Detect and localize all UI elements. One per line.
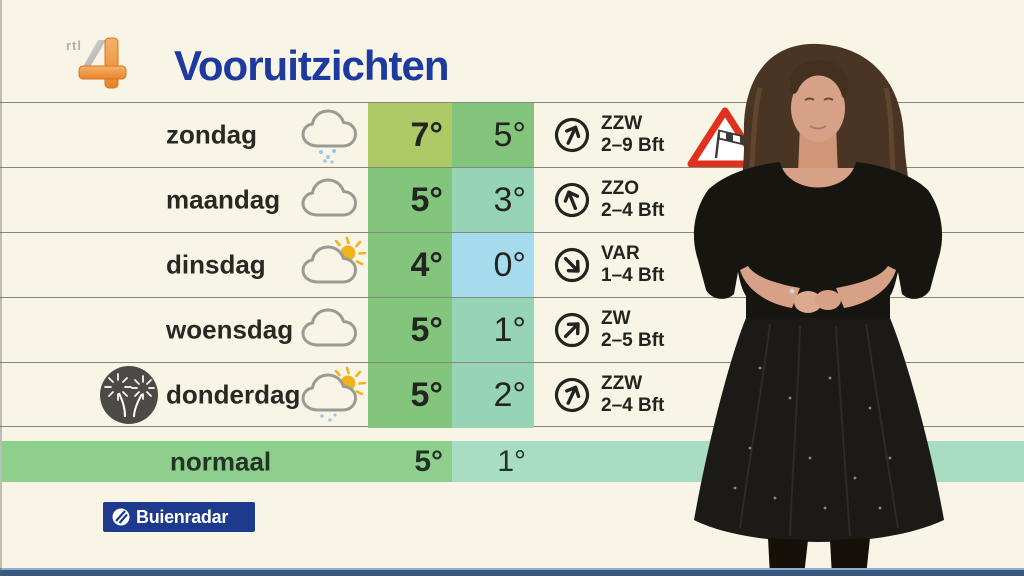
fireworks-icon <box>98 364 160 426</box>
bottom-bar <box>0 568 1024 576</box>
day-label: donderdag <box>166 379 301 409</box>
wind-direction: ZZW <box>601 372 643 394</box>
min-temp-cell: 0° <box>452 233 534 298</box>
wind-force: 2–4 Bft <box>601 394 665 416</box>
wind-direction: VAR <box>601 243 640 264</box>
day-label: zondag <box>166 119 257 150</box>
weather-presenter <box>640 28 960 576</box>
cloud-icon <box>294 171 368 229</box>
buienradar-logo <box>103 502 255 532</box>
wind-force: 2–4 Bft <box>601 200 665 221</box>
buienradar-logo-text: Buienradar <box>136 506 229 527</box>
max-temp-cell: 5° <box>368 363 452 428</box>
sun-cloud-icon <box>294 236 368 294</box>
min-temp-cell: 3° <box>452 168 534 233</box>
wind-direction: ZW <box>601 308 631 329</box>
rtl-logo-text: rtl <box>66 38 82 53</box>
rain-cloud-icon <box>294 106 368 164</box>
sun-cloud-drizzle-icon <box>294 366 368 424</box>
page-title: Vooruitzichten <box>174 42 449 89</box>
wind-direction: ZZW <box>601 113 643 134</box>
wind-direction-arrow-icon <box>545 238 599 292</box>
min-temp-cell: 1° <box>452 298 534 363</box>
max-temp-cell: 5° <box>368 168 452 233</box>
day-label: dinsdag <box>166 249 266 280</box>
max-temp-cell: 5° <box>368 298 452 363</box>
normal-min-temp: 1° <box>497 444 526 478</box>
max-temp-cell: 4° <box>368 233 452 298</box>
normal-label: normaal <box>170 446 272 476</box>
buienradar-radar-icon <box>111 507 131 527</box>
wind-direction-arrow-icon <box>547 110 597 160</box>
wind-force: 2–5 Bft <box>601 330 665 351</box>
cloud-icon <box>294 301 368 359</box>
wind-direction: ZZO <box>601 178 639 199</box>
day-label: woensdag <box>166 314 294 345</box>
left-edge-line <box>0 0 2 576</box>
wind-force: 1–4 Bft <box>601 265 665 286</box>
wind-direction-arrow-icon <box>547 175 596 224</box>
min-temp-cell: 5° <box>452 103 534 168</box>
max-temp-cell: 7° <box>368 103 452 168</box>
day-label: maandag <box>166 184 281 215</box>
min-temp-cell: 2° <box>452 363 534 428</box>
wind-force: 2–9 Bft <box>601 135 665 156</box>
wind-direction-arrow-icon <box>547 369 597 419</box>
rtl4-logo <box>62 34 132 92</box>
normal-max-temp: 5° <box>414 444 443 478</box>
wind-direction-arrow-icon <box>545 303 599 357</box>
